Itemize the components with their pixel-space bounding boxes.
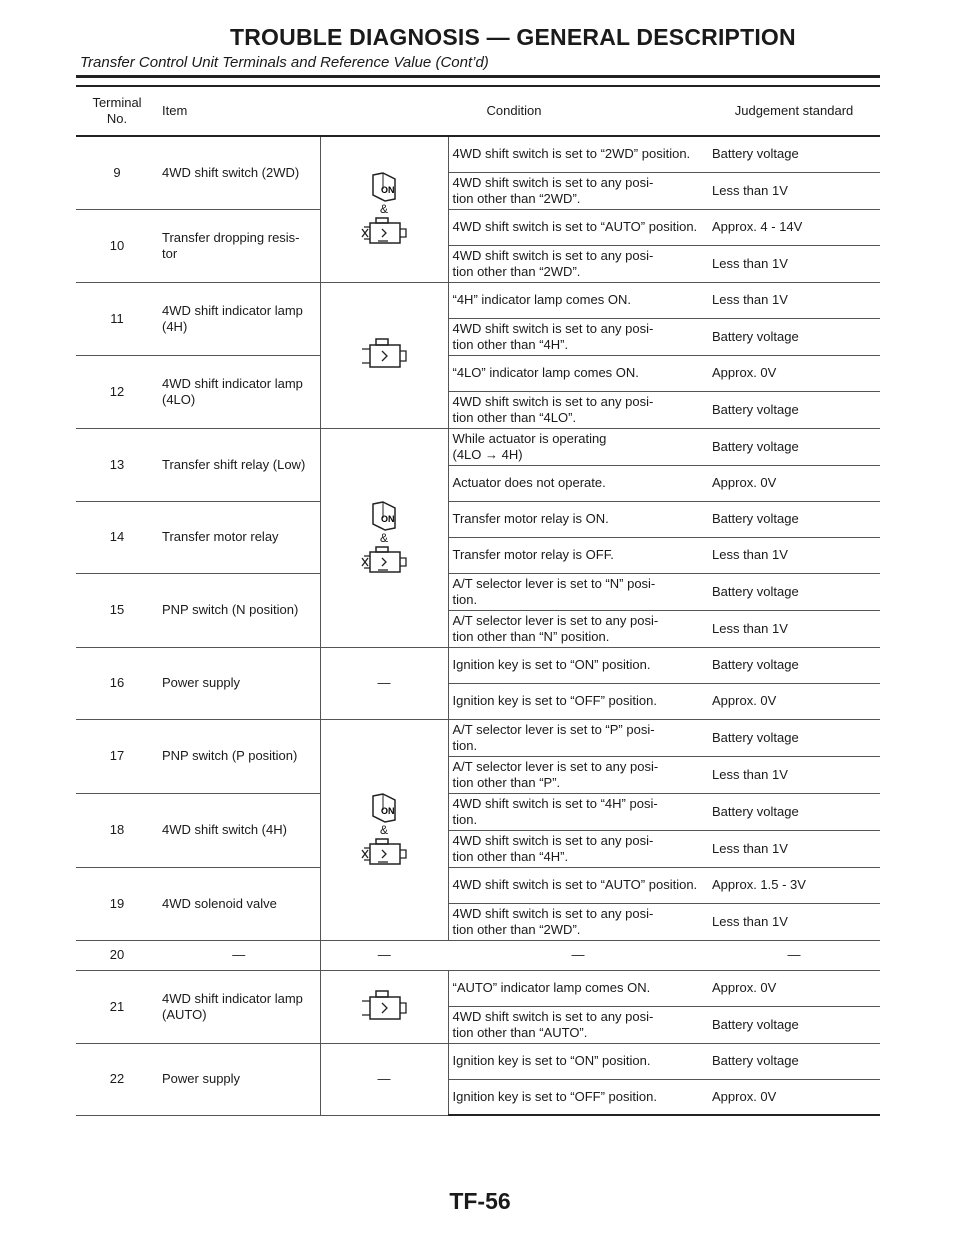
terminal-no: 21 — [76, 970, 158, 1043]
judgement-value: Approx. 0V — [708, 683, 880, 719]
item-name: Transfer dropping resis- tor — [158, 209, 320, 282]
judgement-value: Battery voltage — [708, 573, 880, 610]
judgement-value: Battery voltage — [708, 318, 880, 355]
judgement-value: Less than 1V — [708, 610, 880, 647]
item-name: 4WD shift indicator lamp (AUTO) — [158, 970, 320, 1043]
item-name: 4WD solenoid valve — [158, 867, 320, 940]
judgement-value: Battery voltage — [708, 793, 880, 830]
judgement-value: Less than 1V — [708, 282, 880, 318]
condition-text: A/T selector lever is set to “N” posi- tion. — [448, 573, 708, 610]
condition-icon-cell — [320, 136, 448, 282]
page-subtitle: Transfer Control Unit Terminals and Reference Value (Cont’d) — [80, 54, 489, 71]
judgement-value: Less than 1V — [708, 756, 880, 793]
judgement-value: Less than 1V — [708, 830, 880, 867]
condition-text: 4WD shift switch is set to any posi- tion other than “4H”. — [448, 830, 708, 867]
condition-text: 4WD shift switch is set to “4H” posi- tion. — [448, 793, 708, 830]
terminal-no: 19 — [76, 867, 158, 940]
condition-icon-cell — [320, 719, 448, 940]
condition-text: Ignition key is set to “OFF” position. — [448, 1079, 708, 1115]
engine-running-icon — [360, 836, 408, 870]
col-judgement: Judgement standard — [708, 86, 880, 136]
terminal-no: 22 — [76, 1043, 158, 1115]
terminal-no: 13 — [76, 428, 158, 501]
judgement-value: Approx. 0V — [708, 1079, 880, 1115]
table-row — [76, 282, 880, 318]
condition-text: “4LO” indicator lamp comes ON. — [448, 355, 708, 391]
engine-running-icon — [360, 215, 408, 249]
condition-text: 4WD shift switch is set to any posi- tion other than “2WD”. — [448, 903, 708, 940]
ignition-key-on-icon — [367, 790, 401, 824]
condition-icon-cell — [320, 282, 448, 428]
item-name: 4WD shift switch (2WD) — [158, 136, 320, 209]
table-row — [76, 573, 880, 610]
condition-text: A/T selector lever is set to any posi- tion other than “N” position. — [448, 610, 708, 647]
judgement-value: Battery voltage — [708, 428, 880, 465]
judgement-value: Approx. 4 - 14V — [708, 209, 880, 245]
table-row — [76, 793, 880, 830]
judgement-value: Battery voltage — [708, 1043, 880, 1079]
col-condition: Condition — [320, 86, 708, 136]
col-item: Item — [158, 86, 320, 136]
item-name: Transfer motor relay — [158, 501, 320, 573]
dash: — — [377, 1071, 391, 1086]
ignition-key-on-icon — [367, 169, 401, 203]
table-row — [76, 428, 880, 465]
table-row — [76, 1043, 880, 1079]
terminal-no: 11 — [76, 282, 158, 355]
condition-text: 4WD shift switch is set to “AUTO” position. — [448, 867, 708, 903]
amp-symbol: & — [379, 822, 388, 837]
condition-text: “AUTO” indicator lamp comes ON. — [448, 970, 708, 1006]
table-row — [76, 136, 880, 172]
terminal-table — [76, 85, 880, 1116]
item-name: — — [158, 940, 320, 970]
condition-text: 4WD shift switch is set to any posi- tion other than “2WD”. — [448, 172, 708, 209]
terminal-no: 20 — [76, 940, 158, 970]
dash: — — [377, 675, 391, 690]
condition-text: 4WD shift switch is set to any posi- tion other than “4LO”. — [448, 391, 708, 428]
item-name: 4WD shift indicator lamp (4LO) — [158, 355, 320, 428]
table-row — [76, 867, 880, 903]
amp-symbol: & — [379, 530, 388, 545]
terminal-no: 14 — [76, 501, 158, 573]
table-row — [76, 940, 880, 970]
table-row — [76, 355, 880, 391]
table-row — [76, 970, 880, 1006]
condition-text: “4H” indicator lamp comes ON. — [448, 282, 708, 318]
condition-text: A/T selector lever is set to “P” posi- tion. — [448, 719, 708, 756]
header-rule — [76, 75, 880, 78]
terminal-no: 17 — [76, 719, 158, 793]
table-row — [76, 501, 880, 537]
condition-text: While actuator is operating (4LO → 4H) — [448, 428, 708, 465]
table-header-row — [76, 86, 880, 136]
condition-text: Ignition key is set to “ON” position. — [448, 1043, 708, 1079]
condition-text: 4WD shift switch is set to any posi- tion other than “2WD”. — [448, 245, 708, 282]
judgement-value: Approx. 0V — [708, 970, 880, 1006]
judgement-value: Less than 1V — [708, 172, 880, 209]
condition-icon-cell: — — [320, 940, 448, 970]
judgement-value: — — [708, 940, 880, 970]
page-number: TF-56 — [449, 1188, 511, 1214]
judgement-value: Battery voltage — [708, 1006, 880, 1043]
condition-text: Ignition key is set to “OFF” position. — [448, 683, 708, 719]
svg-text:ON: ON — [381, 185, 395, 196]
condition-text: 4WD shift switch is set to any posi- tion other than “4H”. — [448, 318, 708, 355]
item-name: PNP switch (N position) — [158, 573, 320, 647]
condition-icon-cell — [320, 647, 448, 719]
judgement-value: Approx. 0V — [708, 355, 880, 391]
condition-text: 4WD shift switch is set to any posi- tion other than “AUTO”. — [448, 1006, 708, 1043]
item-name: Transfer shift relay (Low) — [158, 428, 320, 501]
condition-text: Actuator does not operate. — [448, 465, 708, 501]
judgement-value: Less than 1V — [708, 537, 880, 573]
terminal-no: 9 — [76, 136, 158, 209]
condition-icon-cell — [320, 428, 448, 647]
judgement-value: Battery voltage — [708, 391, 880, 428]
condition-text: Transfer motor relay is ON. — [448, 501, 708, 537]
item-name: Power supply — [158, 647, 320, 719]
engine-running-icon — [360, 544, 408, 578]
condition-text: — — [448, 940, 708, 970]
item-name: 4WD shift switch (4H) — [158, 793, 320, 867]
engine-running-icon — [360, 987, 408, 1027]
item-name: Power supply — [158, 1043, 320, 1115]
judgement-value: Battery voltage — [708, 719, 880, 756]
condition-text: Ignition key is set to “ON” position. — [448, 647, 708, 683]
condition-text: 4WD shift switch is set to “2WD” position. — [448, 136, 708, 172]
terminal-no: 18 — [76, 793, 158, 867]
judgement-value: Approx. 0V — [708, 465, 880, 501]
svg-text:ON: ON — [381, 805, 395, 816]
condition-text: Transfer motor relay is OFF. — [448, 537, 708, 573]
condition-text: A/T selector lever is set to any posi- tion other than “P”. — [448, 756, 708, 793]
item-name: 4WD shift indicator lamp (4H) — [158, 282, 320, 355]
terminal-no: 12 — [76, 355, 158, 428]
judgement-value: Less than 1V — [708, 903, 880, 940]
condition-text: 4WD shift switch is set to “AUTO” position. — [448, 209, 708, 245]
judgement-value: Approx. 1.5 - 3V — [708, 867, 880, 903]
judgement-value: Less than 1V — [708, 245, 880, 282]
item-name: PNP switch (P position) — [158, 719, 320, 793]
terminal-no: 15 — [76, 573, 158, 647]
table-row — [76, 647, 880, 683]
amp-symbol: & — [379, 202, 388, 217]
judgement-value: Battery voltage — [708, 647, 880, 683]
condition-icon-cell — [320, 970, 448, 1043]
judgement-value: Battery voltage — [708, 501, 880, 537]
ignition-key-on-icon — [367, 498, 401, 532]
condition-icon-cell — [320, 1043, 448, 1115]
table-row — [76, 209, 880, 245]
page-title: TROUBLE DIAGNOSIS — GENERAL DESCRIPTION — [230, 24, 796, 50]
judgement-value: Battery voltage — [708, 136, 880, 172]
col-terminal: Terminal No. — [76, 86, 158, 136]
terminal-no: 10 — [76, 209, 158, 282]
svg-text:ON: ON — [381, 513, 395, 524]
terminal-no: 16 — [76, 647, 158, 719]
table-row — [76, 719, 880, 756]
engine-running-icon — [360, 335, 408, 375]
